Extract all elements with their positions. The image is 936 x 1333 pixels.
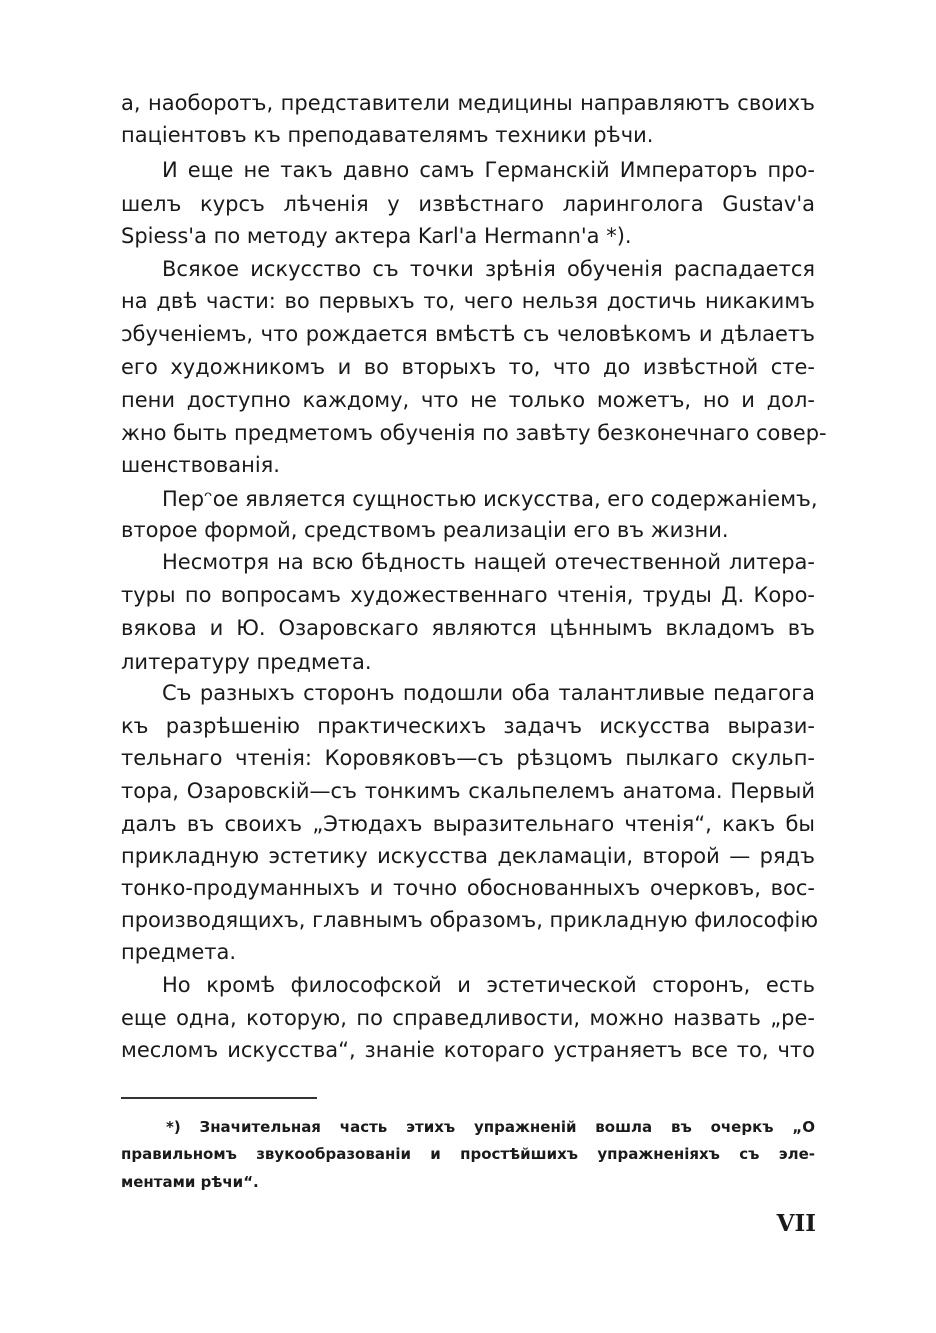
body-line: тельнаго чтенія: Коровяковъ—съ рѣзцомъ пылкаго скульп-: [121, 746, 815, 770]
body-line: шелъ курсъ лѣченія у извѣстнаго ларинголога Gustav'a: [121, 192, 815, 216]
body-line: второе формой, средствомъ реализаціи его въ жизни.: [121, 518, 729, 542]
body-line: паціентовъ къ преподавателямъ техники рѣчи.: [121, 123, 654, 147]
body-line: тора, Озаровскій—съ тонкимъ скальпелемъ анатома. Первый: [121, 779, 815, 803]
body-line: Spiess'a по методу актера Karl'a Hermann'a *).: [121, 224, 632, 248]
body-line: Всякое искусство съ точки зрѣнія обученія распадается: [162, 257, 815, 281]
footnote-divider: [121, 1097, 317, 1099]
body-line: шенствованія.: [121, 453, 280, 477]
body-line: ɔбученіемъ, что рождается вмѣстѣ съ человѣкомъ и дѣлаетъ: [121, 322, 815, 346]
body-line: на двѣ части: во первыхъ то, чего нельзя достичь никакимъ: [121, 289, 815, 313]
body-line: а, наоборотъ, представители медицины направляютъ своихъ: [121, 91, 815, 115]
body-line: прикладную эстетику искусства декламаціи, второй — рядъ: [121, 844, 815, 868]
body-line: къ разрѣшенію практическихъ задачъ искусства вырази-: [121, 714, 815, 738]
body-line: тонко-продуманныхъ и точно обоснованныхъ очерковъ, вос-: [121, 876, 815, 900]
body-line: месломъ искусства“, знаніе котораго устраняетъ все то, что: [121, 1038, 815, 1062]
body-line: Несмотря на всю бѣдность нащей отечественной литера-: [162, 550, 815, 574]
body-line: далъ въ своихъ „Этюдахъ выразительнаго чтенія“, какъ бы: [121, 812, 815, 836]
page-number: VII: [776, 1210, 816, 1237]
body-line: производящихъ, главнымъ образомъ, прикладную философію: [121, 908, 818, 932]
body-line: Но кромѣ философской и эстетической сторонъ, есть: [162, 973, 815, 997]
body-line: пени доступно каждому, что не только можетъ, но и дол-: [121, 388, 815, 412]
footnote-line: *) Значительная часть этихъ упражненій вошла въ очеркъ „О: [166, 1118, 815, 1136]
body-line: жно быть предметомъ обученія по завѣту безконечнаго совер-: [121, 421, 827, 445]
body-line: литературу предмета.: [121, 650, 372, 674]
footnote-line: ментами рѣчи“.: [121, 1173, 259, 1191]
body-line: Съ разныхъ сторонъ подошли оба талантливые педагога: [162, 681, 815, 705]
body-line: туры по вопросамъ художественнаго чтенія, труды Д. Коро-: [121, 583, 815, 607]
body-line: еще одна, которую, по справедливости, можно назвать „ре-: [121, 1006, 815, 1030]
body-line: его художникомъ и во вторыхъ то, что до извѣстной сте-: [121, 355, 815, 379]
body-line: Перᵔое является сущностью искусства, его содержаніемъ,: [162, 487, 818, 511]
body-line: предмета.: [121, 940, 237, 964]
footnote-line: правильномъ звукообразованіи и простѣйшихъ упражненіяхъ съ эле-: [121, 1145, 815, 1163]
body-line: вякова и Ю. Озаровскаго являются цѣннымъ вкладомъ въ: [121, 616, 815, 640]
body-line: И еще не такъ давно самъ Германскій Императоръ про-: [162, 158, 815, 182]
